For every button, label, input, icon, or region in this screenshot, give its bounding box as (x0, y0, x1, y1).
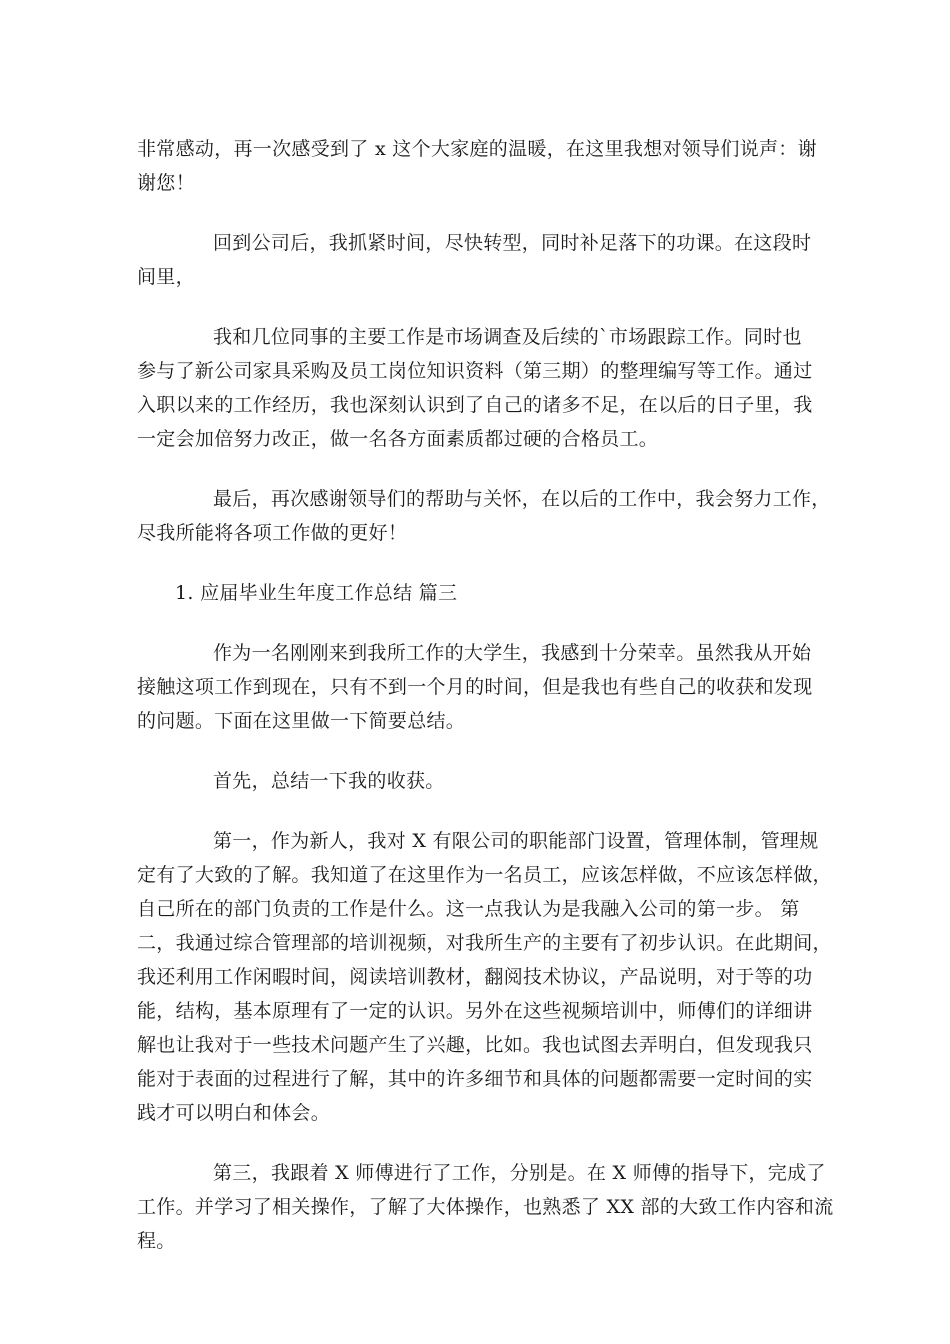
text-line: 自己所在的部门负责的工作是什么。这一点我认为是我融入公司的第一步。 第 (137, 898, 800, 920)
text-line: 最后，再次感谢领导们的帮助与关怀，在以后的工作中，我会努力工作， (213, 488, 831, 510)
paragraph-return-to-company (137, 226, 827, 294)
text-line: 工作。并学习了相关操作，了解了大体操作，也熟悉了 XX 部的大致工作内容和流 (137, 1196, 834, 1218)
paragraph-first-second (137, 824, 832, 1130)
text-line: 我和几位同事的主要工作是市场调查及后续的`市场跟踪工作。同时也 (213, 326, 802, 348)
text-line: 能，结构，基本原理有了一定的认识。另外在这些视频培训中，师傅们的详细讲 (137, 1000, 813, 1022)
text-line: 第一，作为新人，我对 X 有限公司的职能部门设置，管理体制，管理规 (213, 830, 819, 852)
text-line: 定有了大致的了解。我知道了在这里作为一名员工，应该怎样做，不应该怎样做， (137, 864, 832, 886)
text-line: 程。 (137, 1230, 176, 1252)
text-line: 第三，我跟着 X 师傅进行了工作，分别是。在 X 师傅的指导下，完成了 (213, 1162, 826, 1184)
paragraph-thanks (137, 132, 827, 200)
paragraph-final-thanks (137, 482, 831, 550)
document-page (137, 132, 834, 1284)
section-heading: 1. 应届毕业生年度工作总结 篇三 (175, 582, 458, 604)
text-line: 解也让我对于一些技术问题产生了兴趣，比如。我也试图去弄明白，但发现我只 (137, 1034, 813, 1056)
text-line: 接触这项工作到现在，只有不到一个月的时间，但是我也有些自己的收获和发现 (137, 676, 813, 698)
paragraph-main-work (137, 320, 827, 456)
text-line: 入职以来的工作经历，我也深刻认识到了自己的诸多不足，在以后的日子里，我 (137, 394, 813, 416)
paragraph-intro (137, 636, 827, 738)
text-line: 作为一名刚刚来到我所工作的大学生，我感到十分荣幸。虽然我从开始 (213, 642, 812, 664)
text-line: 非常感动，再一次感受到了 x 这个大家庭的温暖，在这里我想对领导们说声：谢 (137, 138, 817, 160)
text-line: 回到公司后，我抓紧时间，尽快转型，同时补足落下的功课。在这段时 (213, 232, 812, 254)
text-line: 尽我所能将各项工作做的更好！ (137, 522, 408, 544)
text-line: 首先，总结一下我的收获。 (213, 770, 445, 792)
text-line: 参与了新公司家具采购及员工岗位知识资料（第三期）的整理编写等工作。通过 (137, 360, 813, 382)
text-line: 一定会加倍努力改正，做一名各方面素质都过硬的合格员工。 (137, 428, 659, 450)
text-line: 我还利用工作闲暇时间，阅读培训教材，翻阅技术协议，产品说明，对于等的功 (137, 966, 813, 988)
text-line: 间里， (137, 266, 195, 288)
text-line: 的问题。下面在这里做一下简要总结。 (137, 710, 466, 732)
text-line: 能对于表面的过程进行了解，其中的许多细节和具体的问题都需要一定时间的实 (137, 1068, 813, 1090)
paragraph-first-summary (137, 764, 827, 798)
text-line: 谢您！ (137, 172, 195, 194)
text-line: 二，我通过综合管理部的培训视频，对我所生产的主要有了初步认识。在此期间， (137, 932, 832, 954)
text-line: 践才可以明白和体会。 (137, 1102, 331, 1124)
paragraph-third (137, 1156, 834, 1258)
